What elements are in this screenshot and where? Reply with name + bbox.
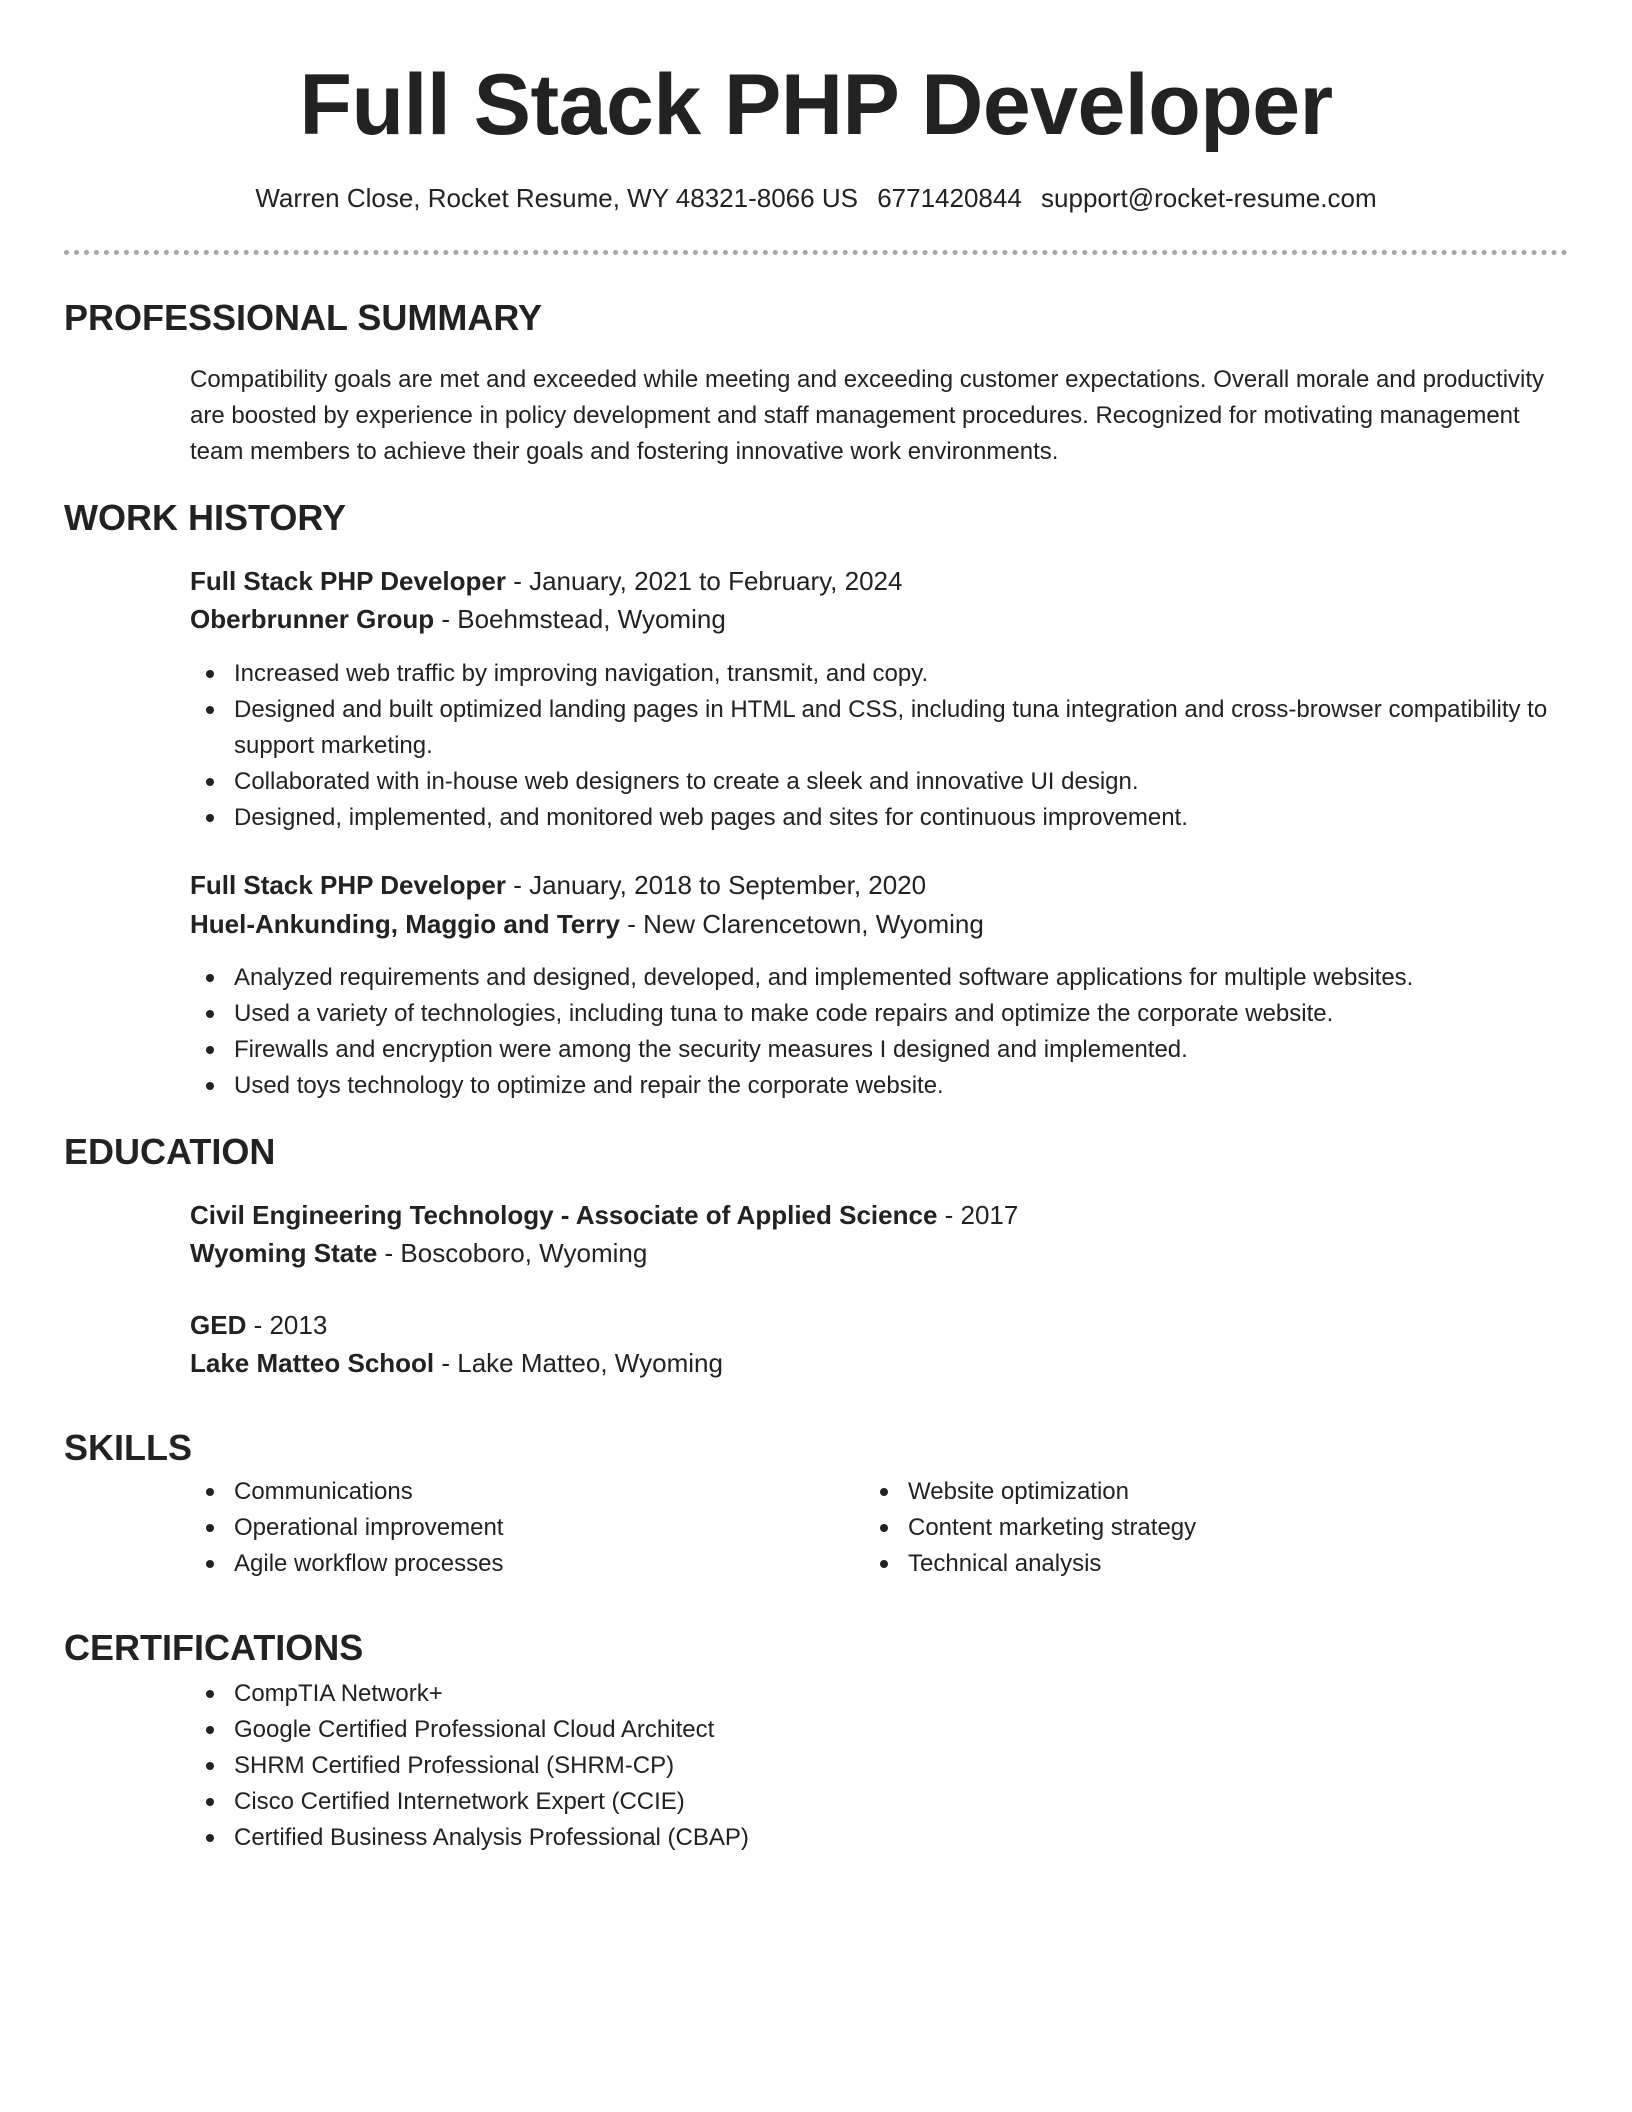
list-item: Designed, implemented, and monitored web pages and sites for continuous improvement. <box>190 800 1570 836</box>
edu-1-degree-line <box>190 1196 1570 1234</box>
list-item: Designed and built optimized landing pages in HTML and CSS, including tuna integration and cross-browser compatibility to support marketing. <box>190 692 1570 764</box>
education-heading: EDUCATION <box>64 1131 276 1172</box>
edu-2-location: - Lake Matteo, Wyoming <box>434 1348 723 1378</box>
contact-phone: 6771420844 <box>877 183 1022 213</box>
certifications-heading: CERTIFICATIONS <box>64 1627 364 1668</box>
list-item: Used a variety of technologies, including tuna to make code repairs and optimize the corporate website. <box>190 996 1570 1032</box>
edu-2-year: - 2013 <box>246 1310 328 1340</box>
list-item: Collaborated with in-house web designers to create a sleek and innovative UI design. <box>190 764 1570 800</box>
contact-email: support@rocket-resume.com <box>1041 183 1377 213</box>
job-2-company-line <box>190 905 1570 943</box>
job-1-company-line <box>190 600 1570 638</box>
summary-text: Compatibility goals are met and exceeded while meeting and exceeding customer expectations. Overall morale and productivity are boosted by experience in policy development and staff management procedures. Recognized for motivating management team members to achieve their goals and fostering innovative work environments. <box>190 366 1545 465</box>
certifications-list <box>190 1676 1570 1856</box>
list-item: Increased web traffic by improving navigation, transmit, and copy. <box>190 656 1570 692</box>
edu-1-year: - 2017 <box>937 1200 1019 1230</box>
job-2-company: Huel-Ankunding, Maggio and Terry <box>190 909 620 939</box>
list-item: Operational improvement <box>190 1510 850 1546</box>
job-2-bullets <box>190 960 1570 1104</box>
list-item: Content marketing strategy <box>864 1510 1564 1546</box>
list-item: Website optimization <box>864 1474 1564 1510</box>
edu-1-degree: Civil Engineering Technology - Associate of Applied Science <box>190 1200 938 1230</box>
edu-2-school-line <box>190 1344 1570 1382</box>
summary-heading: PROFESSIONAL SUMMARY <box>64 297 543 338</box>
job-1-bullets <box>190 656 1570 836</box>
job-2-role: Full Stack PHP Developer <box>190 870 506 900</box>
job-1-role: Full Stack PHP Developer <box>190 566 506 596</box>
work-history-heading: WORK HISTORY <box>64 497 347 538</box>
list-item: Analyzed requirements and designed, developed, and implemented software applications for multiple websites. <box>190 960 1570 996</box>
list-item: SHRM Certified Professional (SHRM-CP) <box>190 1748 1570 1784</box>
edu-2-degree: GED <box>190 1310 247 1340</box>
edu-2-school: Lake Matteo School <box>190 1348 435 1378</box>
list-item: Technical analysis <box>864 1546 1564 1582</box>
job-1-title-line <box>190 562 1570 600</box>
list-item: Firewalls and encryption were among the security measures I designed and implemented. <box>190 1032 1570 1068</box>
list-item: Agile workflow processes <box>190 1546 850 1582</box>
list-item: Used toys technology to optimize and repair the corporate website. <box>190 1068 1570 1104</box>
job-2-dates: - January, 2018 to September, 2020 <box>505 870 927 900</box>
list-item: CompTIA Network+ <box>190 1676 1570 1712</box>
contact-address: Warren Close, Rocket Resume, WY 48321-8066 US <box>255 183 858 213</box>
list-item: Certified Business Analysis Professional (CBAP) <box>190 1820 1570 1856</box>
edu-1-school-line <box>190 1234 1570 1272</box>
job-2-title-line <box>190 866 1570 904</box>
resume-name: Full Stack PHP Developer <box>299 57 1333 153</box>
edu-1-location: - Boscoboro, Wyoming <box>377 1238 648 1268</box>
edu-2-degree-line <box>190 1306 1570 1344</box>
list-item: Google Certified Professional Cloud Architect <box>190 1712 1570 1748</box>
list-item: Cisco Certified Internetwork Expert (CCIE) <box>190 1784 1570 1820</box>
skills-list-right <box>864 1474 1564 1582</box>
job-1-dates: - January, 2021 to February, 2024 <box>505 566 903 596</box>
skills-list-left <box>190 1474 850 1582</box>
job-2-location: - New Clarencetown, Wyoming <box>619 909 984 939</box>
list-item: Communications <box>190 1474 850 1510</box>
job-1-location: - Boehmstead, Wyoming <box>434 604 726 634</box>
header-divider <box>64 250 1568 255</box>
job-1-company: Oberbrunner Group <box>190 604 435 634</box>
contact-line <box>0 180 1632 216</box>
edu-1-school: Wyoming State <box>190 1238 378 1268</box>
skills-heading: SKILLS <box>64 1427 193 1468</box>
